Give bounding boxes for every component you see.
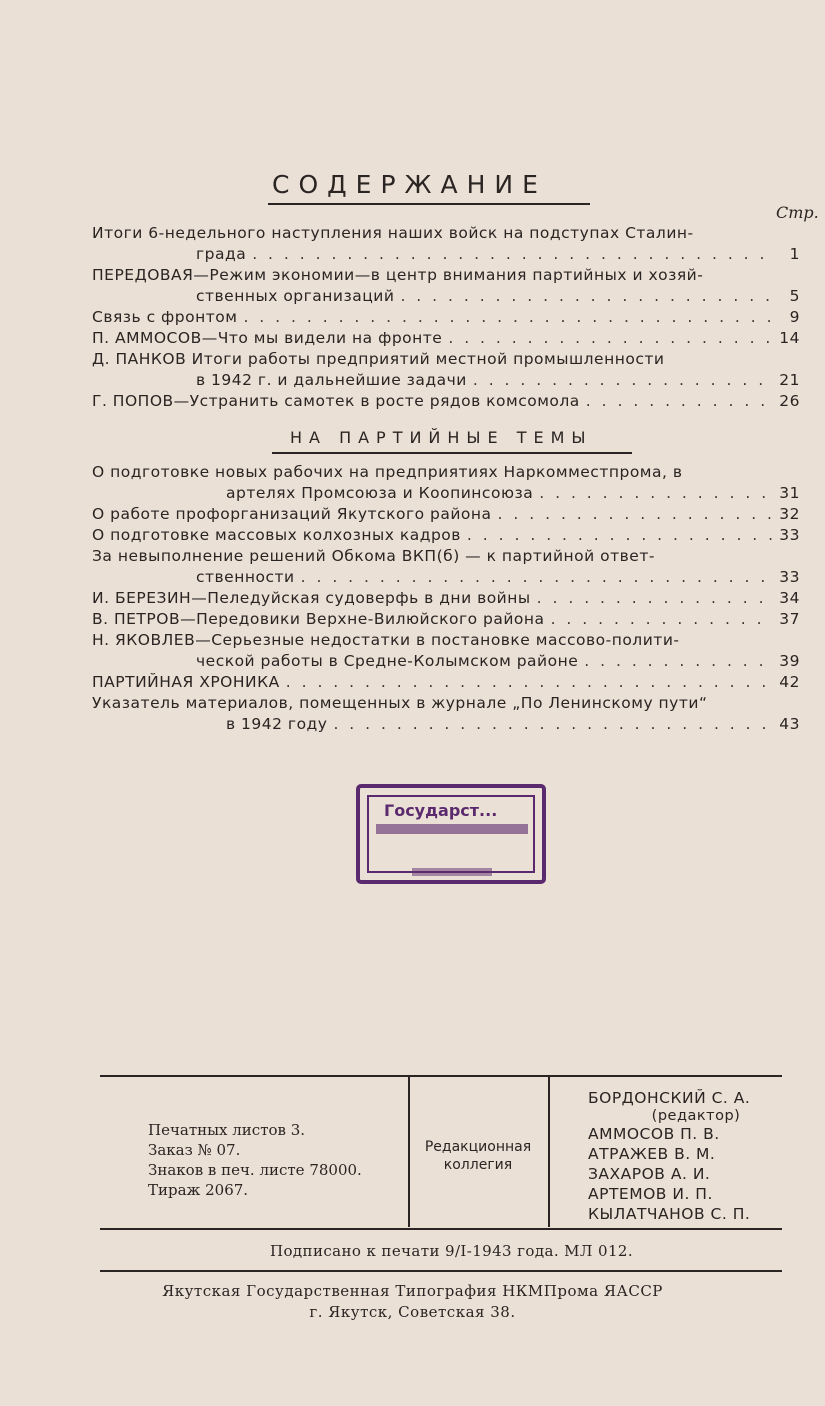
editorial-board-label-line: коллегия [443, 1157, 513, 1173]
toc-page-number: 14 [779, 329, 800, 347]
section-underline [272, 452, 632, 454]
toc-entry-text: О работе профорганизаций Якутского района [92, 505, 492, 523]
toc-entry-text: в 1942 г. и дальнейшие задачи [196, 371, 467, 389]
imprint-top-rule [100, 1075, 782, 1077]
dot-leader [531, 588, 772, 609]
dot-leader [533, 483, 772, 504]
toc-page-number: 33 [779, 568, 800, 586]
toc-entry-text: артелях Промсоюза и Коопинсоюза [226, 484, 534, 502]
toc-page-number: 26 [779, 392, 800, 410]
section-title: НА ПАРТИЙНЫЕ ТЕМЫ [290, 428, 593, 447]
toc-page-number: 43 [779, 715, 800, 733]
toc-entry-text: Д. ПАНКОВ Итоги работы предприятий местной промышленности [92, 350, 665, 368]
title-underline [268, 203, 590, 205]
toc-page-number: 5 [789, 287, 800, 305]
toc-entry [92, 609, 800, 630]
toc-entry [92, 525, 800, 546]
print-detail-line: Знаков в печ. листе 78000. [148, 1161, 362, 1179]
toc-entry-text: ПАРТИЙНАЯ ХРОНИКА [92, 673, 280, 691]
print-detail-line: Заказ № 07. [148, 1141, 241, 1159]
toc-entry-text: В. ПЕТРОВ—Передовики Верхне-Вилюйского района [92, 610, 545, 628]
board-member: АТРАЖЕВ В. М. [588, 1145, 716, 1163]
imprint-divider [408, 1077, 410, 1227]
toc-entry-text: П. АММОСОВ—Что мы видели на фронте [92, 329, 443, 347]
toc-list [92, 223, 800, 412]
dot-leader [327, 714, 772, 735]
toc-entry-text: ПЕРЕДОВАЯ—Режим экономии—в центр внимания партийных и хозяй- [92, 266, 704, 284]
toc-entry [92, 223, 800, 265]
toc-page-number: 39 [779, 652, 800, 670]
editorial-board-label [412, 1138, 544, 1174]
toc-entry-text: ственности [196, 568, 295, 586]
dot-leader [545, 609, 772, 630]
editor-role: (редактор) [651, 1108, 741, 1124]
toc-entry-text: Связь с фронтом [92, 308, 238, 326]
toc-page-number: 32 [779, 505, 800, 523]
toc-entry-text: града [196, 245, 247, 263]
toc-entry-text: Г. ПОПОВ—Устранить самотек в росте рядов комсомола [92, 392, 580, 410]
dot-leader [578, 651, 772, 672]
toc-page-number: 42 [779, 673, 800, 691]
printer-address: г. Якутск, Советская 38. [309, 1303, 516, 1321]
board-member: АРТЕМОВ И. П. [588, 1185, 713, 1203]
signed-rule [100, 1270, 782, 1272]
dot-leader [467, 370, 772, 391]
toc-entry-text: О подготовке массовых колхозных кадров [92, 526, 461, 544]
print-detail-line: Печатных листов 3. [148, 1121, 306, 1139]
toc-entry [92, 693, 800, 735]
toc-entry-text: в 1942 году [226, 715, 328, 733]
editorial-board-members [588, 1088, 750, 1224]
print-details [148, 1120, 362, 1200]
toc-entry [92, 630, 800, 672]
dot-leader [580, 391, 772, 412]
toc-page-number: 21 [779, 371, 800, 389]
toc-page-number: 31 [779, 484, 800, 502]
toc-page-number: 9 [789, 308, 800, 326]
imprint-divider [548, 1077, 550, 1227]
toc-entry [92, 504, 800, 525]
dot-leader [246, 244, 772, 265]
page-title: СОДЕРЖАНИЕ [272, 170, 547, 199]
toc-entry [92, 307, 800, 328]
toc-page-number: 1 [789, 245, 800, 263]
toc-entry [92, 265, 800, 307]
toc-entry [92, 328, 800, 349]
dot-leader [492, 504, 772, 525]
board-member: ЗАХАРОВ А. И. [588, 1165, 711, 1183]
toc-entry-text: Н. ЯКОВЛЕВ—Серьезные недостатки в постановке массово-полити- [92, 631, 680, 649]
library-stamp [352, 780, 552, 892]
signed-to-print: Подписано к печати 9/I-1943 года. МЛ 012. [270, 1242, 634, 1260]
toc-entry-text: ственных организаций [196, 287, 395, 305]
board-member: АММОСОВ П. В. [588, 1125, 720, 1143]
editor-name: БОРДОНСКИЙ С. А. [588, 1089, 751, 1107]
toc-entry-text: И. БЕРЕЗИН—Пеледуйская судоверфь в дни войны [92, 589, 531, 607]
board-member: КЫЛАТЧАНОВ С. П. [588, 1205, 751, 1223]
toc-page-number: 33 [779, 526, 800, 544]
print-detail-line: Тираж 2067. [148, 1181, 249, 1199]
toc-entry [92, 462, 800, 504]
dot-leader [442, 328, 772, 349]
toc-entry [92, 349, 800, 391]
toc-entry [92, 391, 800, 412]
toc-entry-text: ческой работы в Средне-Колымском районе [196, 652, 579, 670]
dot-leader [280, 672, 772, 693]
toc-page-number: 34 [779, 589, 800, 607]
toc-entry-text: Итоги 6-недельного наступления наших войск на подступах Сталин- [92, 224, 694, 242]
editorial-board-label-line: Редакционная [424, 1139, 532, 1155]
printer-name: Якутская Государственная Типография НКМПрома ЯАССР [162, 1282, 663, 1300]
toc-entry [92, 546, 800, 588]
dot-leader [461, 525, 772, 546]
dot-leader [394, 286, 772, 307]
dot-leader [237, 307, 772, 328]
stamp-text: Государст... [384, 801, 498, 820]
toc-page-number: 37 [779, 610, 800, 628]
toc-list-party [92, 462, 800, 735]
toc-entry-text: Указатель материалов, помещенных в журнале „По Ленинскому пути“ [92, 694, 708, 712]
toc-entry [92, 588, 800, 609]
toc-entry-text: За невыполнение решений Обкома ВКП(б) — к партийной ответ- [92, 547, 655, 565]
toc-entry-text: О подготовке новых рабочих на предприятиях Наркомместпрома, в [92, 463, 683, 481]
page-column-label: Стр. [776, 203, 819, 222]
imprint-bottom-rule [100, 1228, 782, 1230]
toc-entry [92, 672, 800, 693]
dot-leader [295, 567, 772, 588]
